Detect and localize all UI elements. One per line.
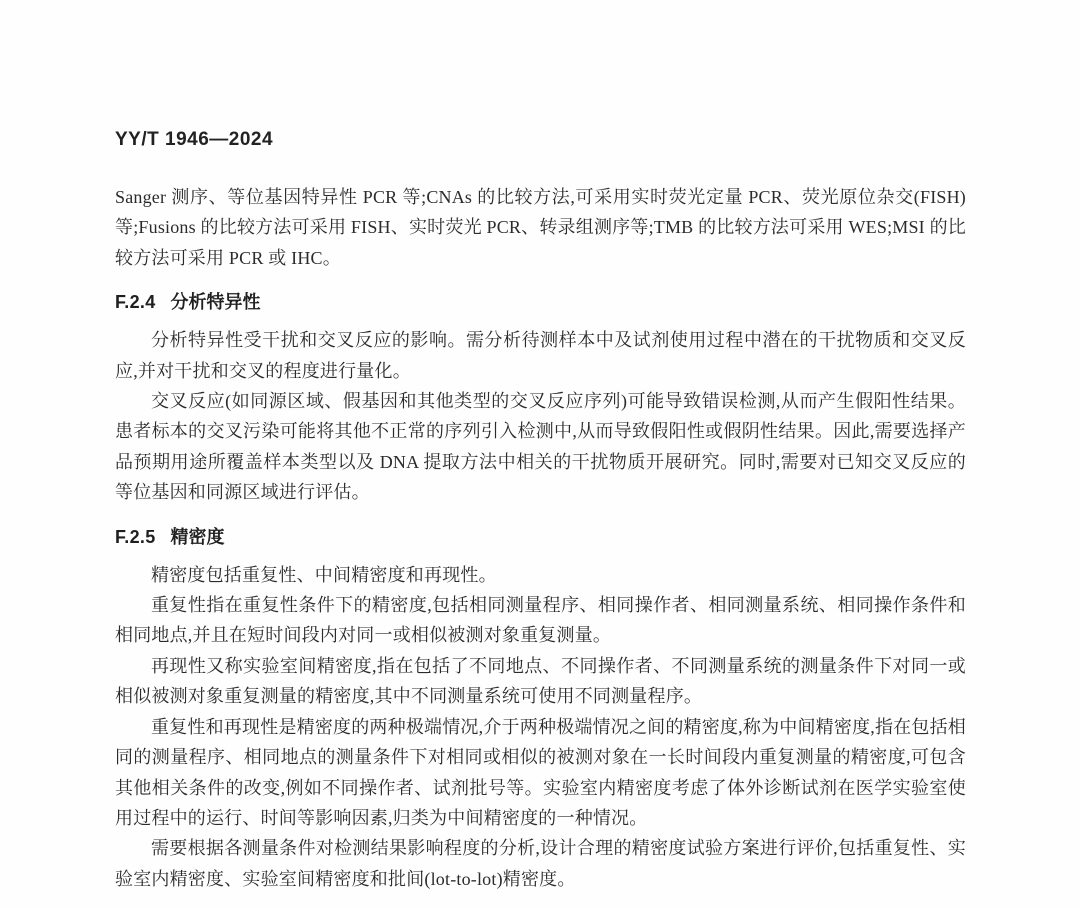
section-heading-f25: [115, 525, 966, 549]
section-title: 精密度: [170, 526, 225, 547]
section-number: F.2.4: [115, 292, 156, 313]
section-number: F.2.5: [115, 526, 156, 547]
f25-paragraph-1: 精密度包括重复性、中间精密度和再现性。: [151, 564, 497, 585]
f24-paragraph-2: 交叉反应(如同源区域、假基因和其他类型的交叉反应序列)可能导致错误检测,从而产生假阳性结果。患者标本的交叉污染可能将其他不正常的序列引入检测中,从而导致假阳性或假阴性结果。因此,需要选择产品预期用途所覆盖样本类型以及 DNA 提取方法中相关的干扰物质开展研究。同时,需要对已知交叉反应的等位基因和同源区域进行评估。: [115, 391, 966, 503]
f25-paragraph-3: 再现性又称实验室间精密度,指在包括了不同地点、不同操作者、不同测量系统的测量条件下对同一或相似被测对象重复测量的精密度,其中不同测量系统可使用不同测量程序。: [115, 655, 966, 707]
section-heading-f24: [115, 290, 966, 314]
f25-paragraph-4: 重复性和再现性是精密度的两种极端情况,介于两种极端情况之间的精密度,称为中间精密度,指在包括相同的测量程序、相同地点的测量条件下对相同或相似的被测对象在一长时间段内重复测量的精密度,可包含其他相关条件的改变,例如不同操作者、试剂批号等。实验室内精密度考虑了体外诊断试剂在医学实验室使用过程中的运行、时间等影响因素,归类为中间精密度的一种情况。: [115, 716, 966, 828]
intro-paragraph: Sanger 测序、等位基因特异性 PCR 等;CNAs 的比较方法,可采用实时荧光定量 PCR、荧光原位杂交(FISH)等;Fusions 的比较方法可采用 FISH、实时荧光 PCR、转录组测序等;TMB 的比较方法可采用 WES;MSI 的比较方法可采用 PCR 或 IHC。: [115, 187, 966, 268]
f25-paragraph-2: 重复性指在重复性条件下的精密度,包括相同测量程序、相同操作者、相同测量系统、相同操作条件和相同地点,并且在短时间段内对同一或相似被测对象重复测量。: [115, 595, 966, 646]
standard-number-header: YY/T 1946—2024: [115, 129, 274, 150]
page-content: [115, 128, 966, 894]
f25-paragraph-5: 需要根据各测量条件对检测结果影响程度的分析,设计合理的精密度试验方案进行评价,包括重复性、实验室内精密度、实验室间精密度和批间(lot-to-lot)精密度。: [115, 838, 966, 889]
section-title: 分析特异性: [170, 292, 261, 313]
f24-paragraph-1: 分析特异性受干扰和交叉反应的影响。需分析待测样本中及试剂使用过程中潜在的干扰物质和交叉反应,并对干扰和交叉的程度进行量化。: [115, 330, 966, 381]
